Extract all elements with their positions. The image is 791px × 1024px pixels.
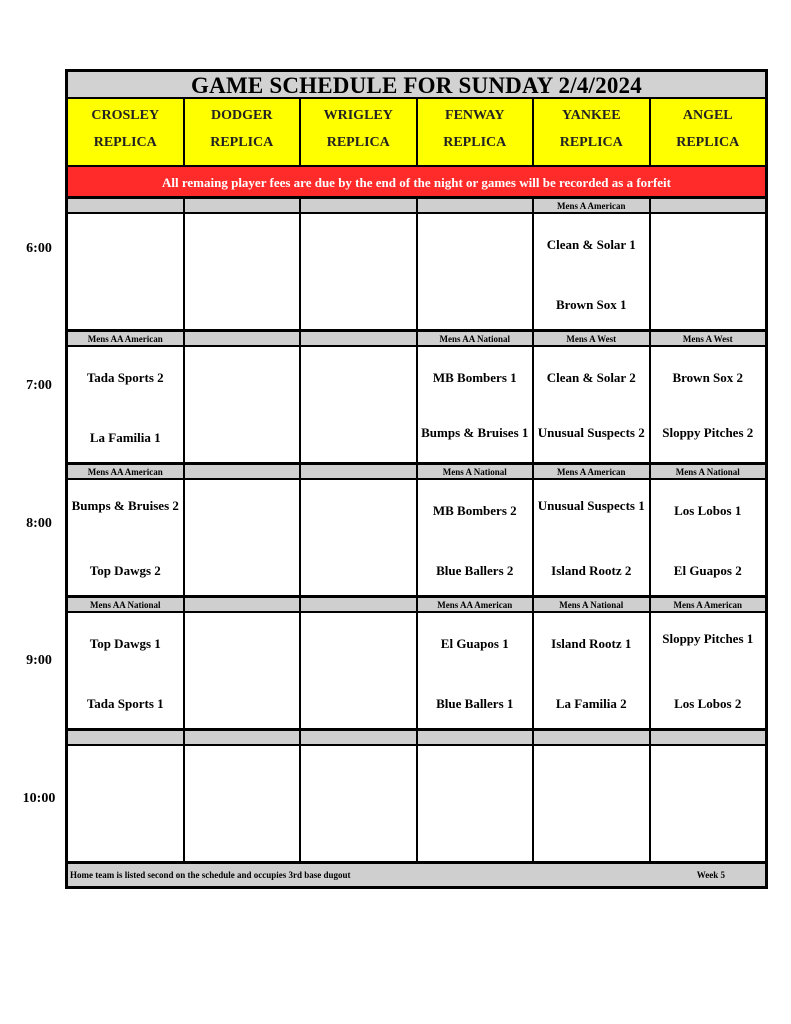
home-team: Blue Ballers 1 [436, 696, 514, 711]
division-label: Mens A West [534, 332, 649, 345]
field-subtitle: REPLICA [443, 135, 507, 150]
game-cell [185, 613, 300, 728]
game-cell [68, 480, 183, 595]
division-label [68, 199, 183, 212]
game-cell [185, 347, 300, 462]
field-subtitle: REPLICA [93, 135, 157, 150]
time-label: 10:00 [22, 791, 56, 806]
field-subtitle: REPLICA [559, 135, 623, 150]
schedule-sheet [65, 69, 768, 889]
home-team: Brown Sox 1 [555, 297, 627, 312]
away-team: Los Lobos 1 [674, 503, 742, 518]
game-cell [534, 613, 649, 728]
division-label [301, 731, 416, 744]
game-cell [185, 214, 300, 329]
away-team: Top Dawgs 1 [89, 636, 161, 651]
game-cell [651, 214, 766, 329]
game-cell [534, 746, 649, 861]
home-team: Top Dawgs 2 [89, 563, 161, 578]
division-label: Mens AA American [68, 465, 183, 478]
division-label: Mens A American [534, 465, 649, 478]
division-label [301, 332, 416, 345]
game-cell [418, 347, 533, 462]
game-cell [651, 347, 766, 462]
division-label [185, 465, 300, 478]
schedule-body [68, 199, 765, 864]
game-slot-row [68, 746, 765, 864]
division-label [301, 598, 416, 611]
home-team: Blue Ballers 2 [436, 563, 514, 578]
division-label [185, 199, 300, 212]
home-team: La Familia 1 [89, 430, 161, 445]
time-label: 8:00 [26, 516, 52, 531]
division-label: Mens AA National [68, 598, 183, 611]
game-cell [418, 480, 533, 595]
field-name: FENWAY [445, 108, 505, 123]
field-subtitle: REPLICA [676, 135, 740, 150]
game-cell [534, 480, 649, 595]
away-team: Clean & Solar 2 [546, 370, 636, 385]
field-header-yankee [534, 99, 649, 165]
game-cell [651, 613, 766, 728]
home-team: El Guapos 2 [673, 563, 742, 578]
division-label [185, 731, 300, 744]
game-cell [301, 746, 416, 861]
game-cell [68, 746, 183, 861]
away-team: El Guapos 1 [440, 636, 509, 651]
home-team: Bumps & Bruises 1 [421, 425, 529, 440]
game-cell [68, 613, 183, 728]
game-cell [418, 214, 533, 329]
time-label: 7:00 [26, 378, 52, 393]
home-team-note: Home team is listed second on the schedule and occupies 3rd base dugout [70, 870, 351, 880]
field-name: YANKEE [561, 108, 621, 123]
away-team: Island Rootz 1 [551, 636, 632, 651]
home-team: Unusual Suspects 2 [537, 425, 645, 440]
field-header-crosley [68, 99, 183, 165]
field-subtitle: REPLICA [326, 135, 390, 150]
away-team: MB Bombers 2 [432, 503, 517, 518]
field-name: ANGEL [682, 108, 733, 123]
field-name: CROSLEY [91, 108, 160, 123]
field-name: DODGER [211, 108, 273, 123]
field-header-wrigley [301, 99, 416, 165]
away-team: Brown Sox 2 [672, 370, 744, 385]
division-label [301, 199, 416, 212]
game-cell [185, 480, 300, 595]
game-cell [651, 480, 766, 595]
division-label [418, 199, 533, 212]
division-label: Mens A West [651, 332, 766, 345]
schedule-footer [68, 864, 765, 886]
division-row [68, 332, 765, 347]
division-label [534, 731, 649, 744]
field-name: WRIGLEY [323, 108, 393, 123]
away-team: Tada Sports 2 [86, 370, 164, 385]
field-header-row [68, 99, 765, 167]
game-cell [301, 480, 416, 595]
division-label [185, 332, 300, 345]
home-team: La Familia 2 [555, 696, 627, 711]
home-team: Island Rootz 2 [551, 563, 632, 578]
division-label: Mens AA American [68, 332, 183, 345]
away-team: Bumps & Bruises 2 [71, 498, 179, 513]
game-cell [301, 214, 416, 329]
home-team: Los Lobos 2 [674, 696, 742, 711]
division-label: Mens A American [651, 598, 766, 611]
game-cell [301, 347, 416, 462]
page-title: GAME SCHEDULE FOR SUNDAY 2/4/2024 [68, 72, 765, 99]
game-cell [418, 613, 533, 728]
field-header-angel [651, 99, 766, 165]
division-label [651, 199, 766, 212]
division-label [418, 731, 533, 744]
home-team: Tada Sports 1 [86, 696, 164, 711]
game-cell [301, 613, 416, 728]
game-slot-row [68, 613, 765, 731]
game-cell [651, 746, 766, 861]
division-label: Mens A National [418, 465, 533, 478]
field-header-fenway [418, 99, 533, 165]
game-cell [534, 347, 649, 462]
division-label: Mens A National [534, 598, 649, 611]
game-cell [418, 746, 533, 861]
game-slot-row [68, 480, 765, 598]
field-header-dodger [185, 99, 300, 165]
time-label: 6:00 [26, 241, 52, 256]
division-label [301, 465, 416, 478]
home-team: Sloppy Pitches 2 [662, 425, 754, 440]
game-cell [534, 214, 649, 329]
division-label: Mens AA National [418, 332, 533, 345]
time-label: 9:00 [26, 653, 52, 668]
division-label: Mens AA American [418, 598, 533, 611]
division-label [185, 598, 300, 611]
division-label [651, 731, 766, 744]
division-row [68, 199, 765, 214]
division-label: Mens A American [534, 199, 649, 212]
week-label: Week 5 [696, 870, 725, 880]
away-team: Unusual Suspects 1 [537, 498, 645, 513]
field-subtitle: REPLICA [210, 135, 274, 150]
division-label [68, 731, 183, 744]
away-team: Clean & Solar 1 [546, 237, 636, 252]
away-team: MB Bombers 1 [432, 370, 517, 385]
division-row [68, 598, 765, 613]
fee-notice-banner: All remaing player fees are due by the end of the night or games will be recorded as a forfeit [68, 167, 765, 199]
game-slot-row [68, 347, 765, 465]
division-label: Mens A National [651, 465, 766, 478]
game-cell [68, 347, 183, 462]
game-cell [185, 746, 300, 861]
game-cell [68, 214, 183, 329]
division-row [68, 465, 765, 480]
game-slot-row [68, 214, 765, 332]
division-row [68, 731, 765, 746]
away-team: Sloppy Pitches 1 [662, 631, 754, 646]
